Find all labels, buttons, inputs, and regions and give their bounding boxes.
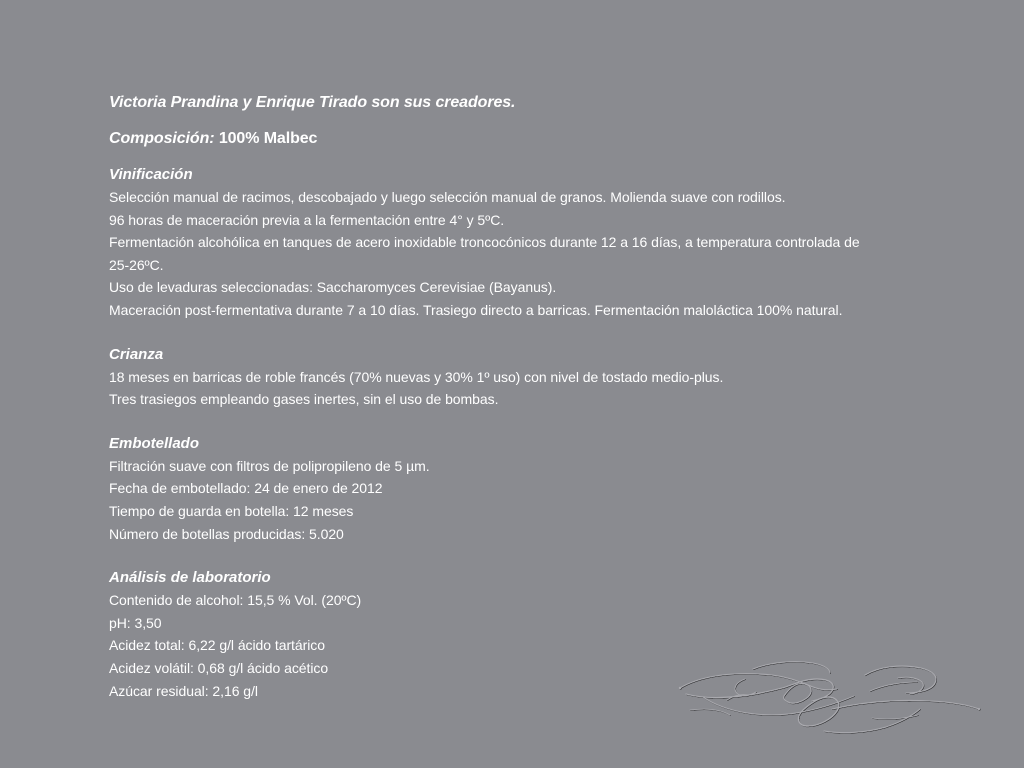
section-title-analisis: Análisis de laboratorio [109,569,271,587]
vinificacion-line-6: Maceración post-fermentativa durante 7 a 10 días. Trasiego directo a barricas. Fermentación maloláctica 100% natural. [109,301,843,318]
section-vinificacion [109,165,939,322]
section-title-vinificacion: Vinificación [109,166,193,183]
vinificacion-line-1: Selección manual de racimos, descobajado y luego selección manual de granos. Molienda suave con rodillos. [109,189,786,205]
section-crianza [109,345,939,411]
vinificacion-line-4: 25-26ºC. [109,256,164,273]
intro-text: Victoria Prandina y Enrique Tirado son sus creadores. [109,94,516,111]
composition-label: Composición: [109,130,215,147]
content-area [109,92,939,702]
embotellado-line-3: Tiempo de guarda en botella: 12 meses [109,502,354,519]
analisis-line-2: pH: 3,50 [109,614,162,631]
crianza-line-2: Tres trasiegos empleando gases inertes, sin el uso de bombas. [109,391,499,408]
composition-value: 100% Malbec [218,130,318,147]
analisis-line-4: Acidez volátil: 0,68 g/l ácido acético [109,659,329,676]
analisis-line-3: Acidez total: 6,22 g/l ácido tartárico [109,637,325,654]
section-embotellado [109,434,939,545]
embotellado-line-2: Fecha de embotellado: 24 de enero de 2012 [109,480,383,497]
vinificacion-line-2: 96 horas de maceración previa a la fermentación entre 4° y 5ºC. [109,211,505,228]
section-title-embotellado: Embotellado [109,434,200,452]
vinificacion-line-5: Uso de levaduras seleccionadas: Saccharomyces Cerevisiae (Bayanus). [109,279,557,296]
analisis-line-5: Azúcar residual: 2,16 g/l [109,682,258,699]
embotellado-line-1: Filtración suave con filtros de polipropileno de 5 µm. [109,457,430,474]
signature-logo-icon [672,654,992,746]
crianza-line-1: 18 meses en barricas de roble francés (70% nuevas y 30% 1º uso) con nivel de tostado medio-plus. [109,368,724,385]
composition-line [109,128,939,150]
section-title-crianza: Crianza [109,345,164,363]
embotellado-line-4: Número de botellas producidas: 5.020 [109,525,344,542]
vinificacion-line-3: Fermentación alcohólica en tanques de acero inoxidable troncocónicos durante 12 a 16 días, a temperatura controlada de [109,234,860,251]
analisis-line-1: Contenido de alcohol: 15,5 % Vol. (20ºC) [109,592,362,609]
